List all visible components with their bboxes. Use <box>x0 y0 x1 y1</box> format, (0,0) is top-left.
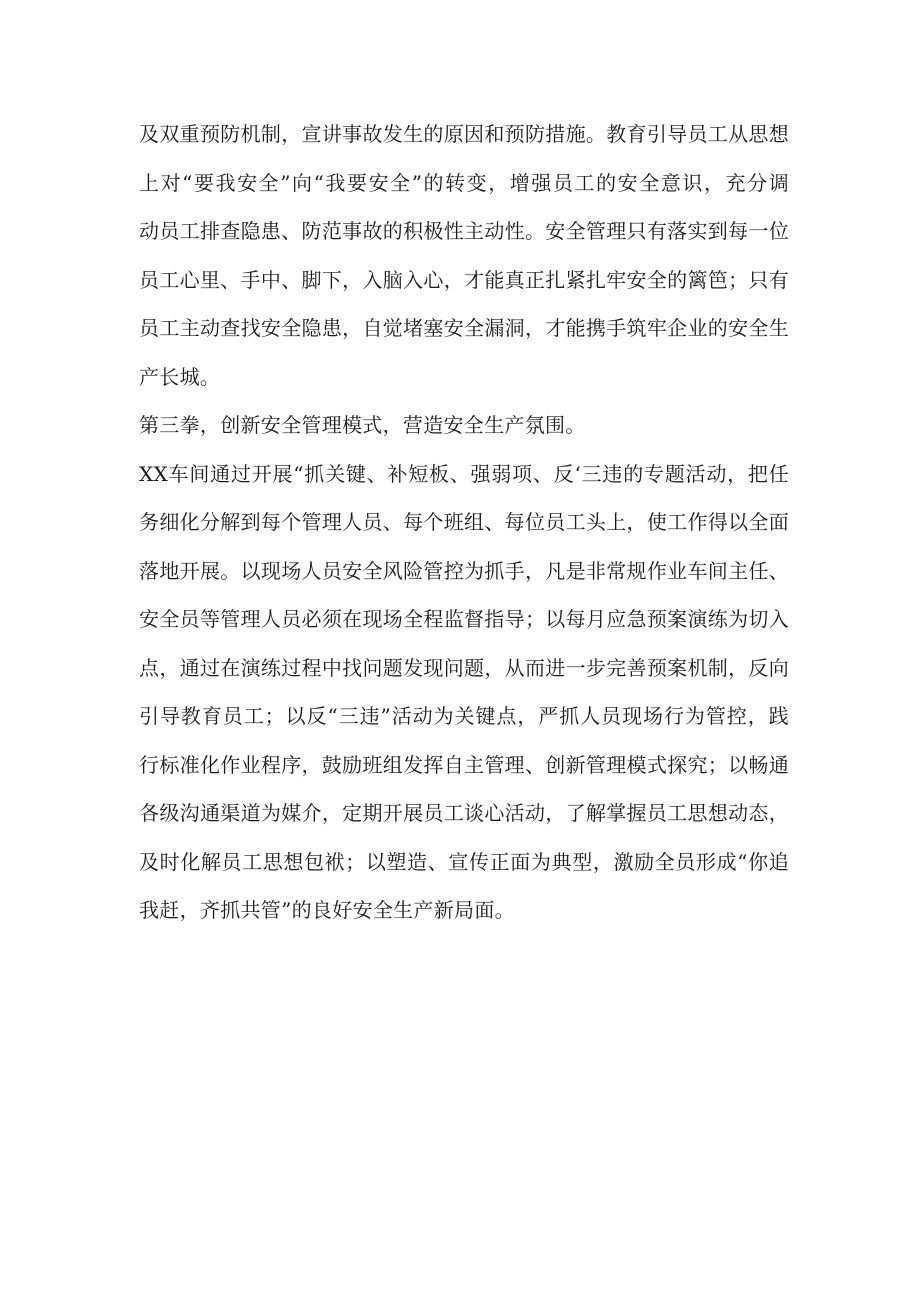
text-line: 各级沟通渠道为媒介，定期开展员工谈心活动，了解掌握员工思想动态， <box>139 801 789 825</box>
paragraph-safety-awareness <box>139 110 789 401</box>
text-line: 产长城。 <box>139 364 221 389</box>
text-line: 及双重预防机制，宣讲事故发生的原因和预防措施。教育引导员工从思想 <box>139 122 789 146</box>
text-line: XX车间通过开展“抓关键、补短板、强弱项、反‘三违的专题活动，把任 <box>139 461 789 486</box>
text-line: 员工主动查找安全隐患，自觉堵塞安全漏洞，才能携手筑牢企业的安全生 <box>139 316 789 340</box>
text-line: 上对“要我安全”向“我要安全”的转变，增强员工的安全意识，充分调 <box>139 170 789 195</box>
text-line: 行标准化作业程序，鼓励班组发挥自主管理、创新管理模式探究；以畅通 <box>139 752 789 777</box>
text-line: 引导教育员工；以反“三违”活动为关键点，严抓人员现场行为管控，践 <box>139 704 789 728</box>
section-heading: 第三拳，创新安全管理模式，营造安全生产氛围。 <box>139 413 586 437</box>
text-line: 落地开展。以现场人员安全风险管控为抓手，凡是非常规作业车间主任、 <box>139 558 789 583</box>
section-heading-third <box>139 401 789 450</box>
text-line: 务细化分解到每个管理人员、每个班组、每位员工头上，使工作得以全面 <box>139 510 789 534</box>
text-line: 员工心里、手中、脚下，入脑入心，才能真正扎紧扎牢安全的篱笆；只有 <box>139 267 789 292</box>
text-line: 安全员等管理人员必须在现场全程监督指导；以每月应急预案演练为切入 <box>139 607 789 631</box>
document-body <box>139 110 789 935</box>
text-line: 动员工排查隐患、防范事故的积极性主动性。安全管理只有落实到每一位 <box>139 219 789 243</box>
text-line: 我赶，齐抓共管”的良好安全生产新局面。 <box>139 898 515 922</box>
text-line: 及时化解员工思想包袱；以塑造、宣传正面为典型，激励全员形成“你追 <box>139 849 789 874</box>
text-line: 点，通过在演练过程中找问题发现问题，从而进一步完善预案机制，反向 <box>139 655 789 680</box>
paragraph-management-mode <box>139 450 789 935</box>
